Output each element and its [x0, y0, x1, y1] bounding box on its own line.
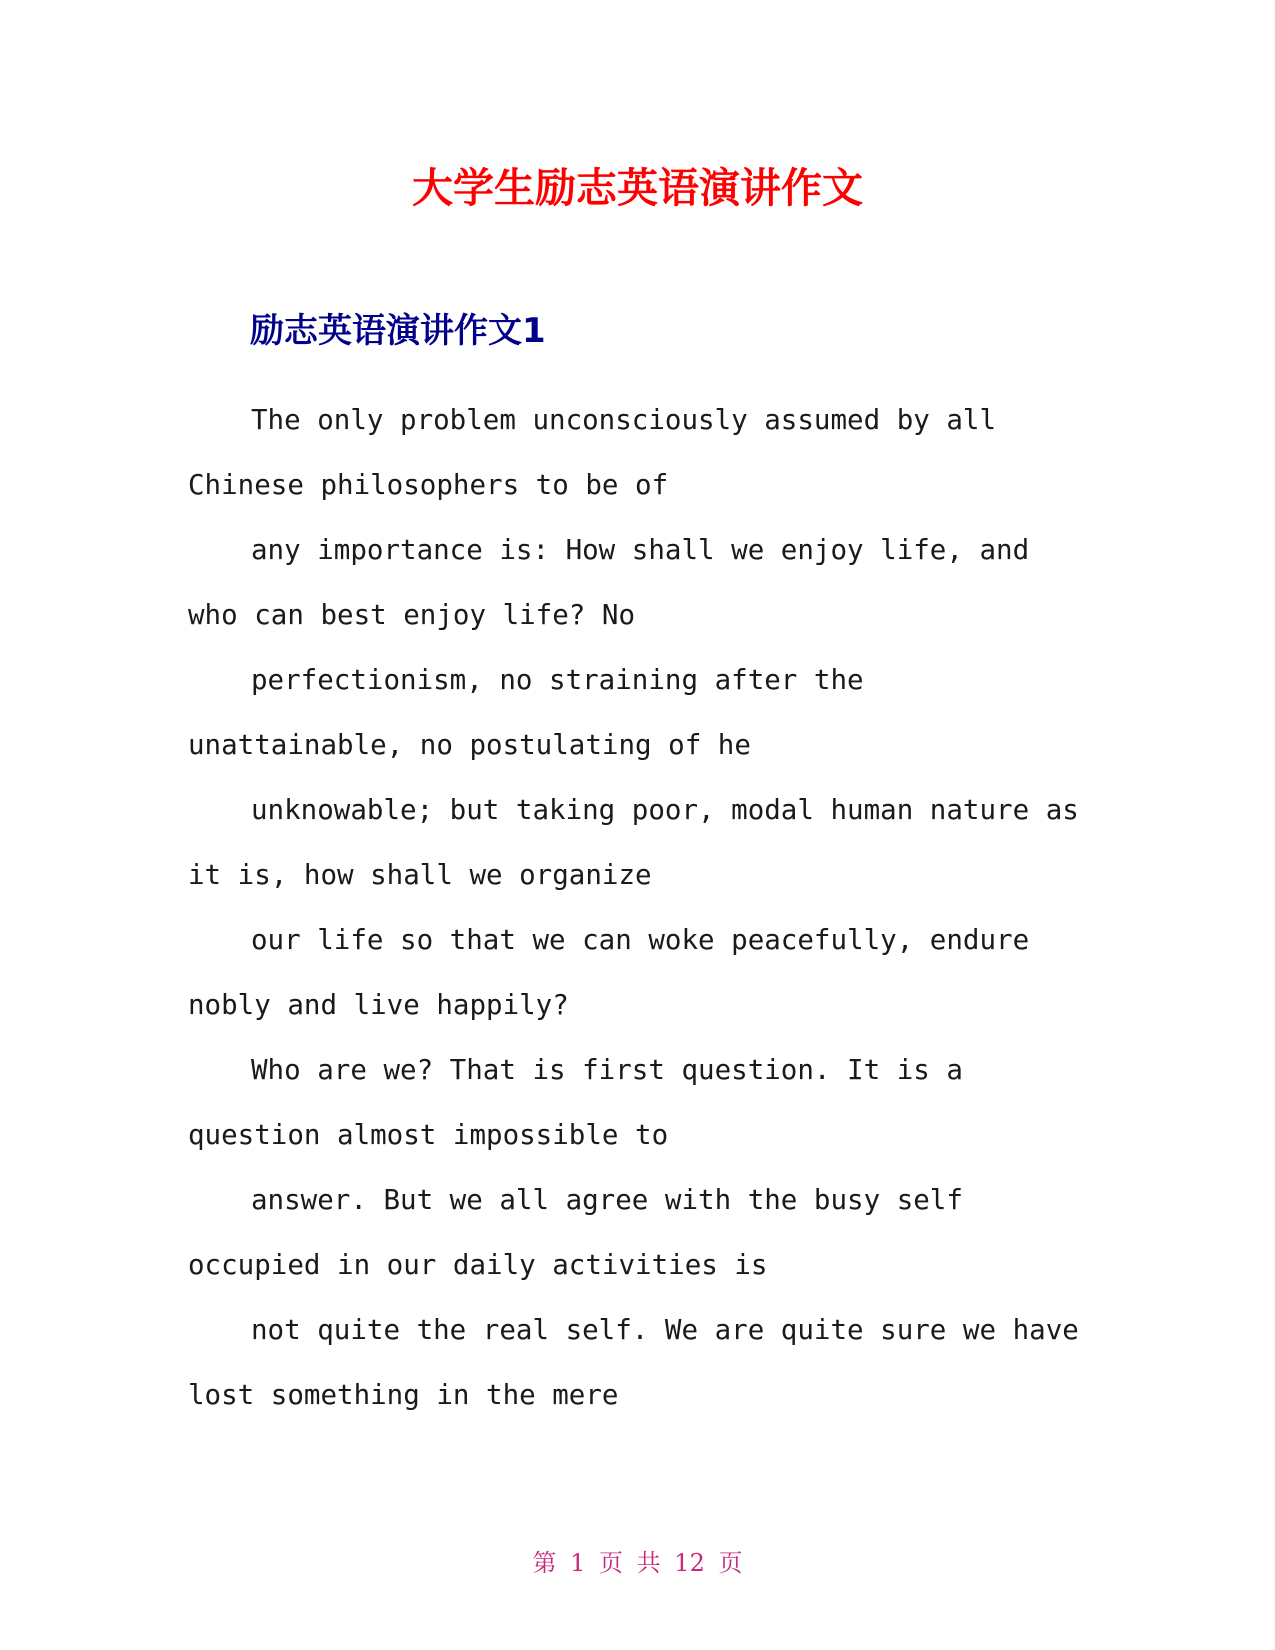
- text-line: it is, how shall we organize: [188, 859, 652, 891]
- section-heading: 励志英语演讲作文1: [250, 311, 546, 351]
- text-line: answer. But we all agree with the busy self: [251, 1184, 963, 1216]
- text-line: Who are we? That is first question. It is a: [251, 1054, 963, 1086]
- text-line: unattainable, no postulating of he: [188, 729, 751, 761]
- text-line: question almost impossible to: [188, 1119, 669, 1151]
- text-line: our life so that we can woke peacefully, endure: [251, 924, 1030, 956]
- body-text: [188, 388, 1108, 1428]
- text-line: any importance is: How shall we enjoy life, and: [251, 534, 1030, 566]
- text-line: unknowable; but taking poor, modal human nature as: [251, 794, 1079, 826]
- text-line: The only problem unconsciously assumed by all: [251, 404, 997, 436]
- document-title: 大学生励志英语演讲作文: [412, 164, 863, 212]
- text-line: who can best enjoy life? No: [188, 599, 636, 631]
- text-line: occupied in our daily activities is: [188, 1249, 768, 1281]
- text-line: perfectionism, no straining after the: [251, 664, 864, 696]
- text-line: nobly and live happily?: [188, 989, 569, 1021]
- text-line: not quite the real self. We are quite sure we have: [251, 1314, 1079, 1346]
- page-footer: 第 1 页 共 12 页: [532, 1549, 743, 1577]
- text-line: Chinese philosophers to be of: [188, 469, 669, 501]
- text-line: lost something in the mere: [188, 1379, 619, 1411]
